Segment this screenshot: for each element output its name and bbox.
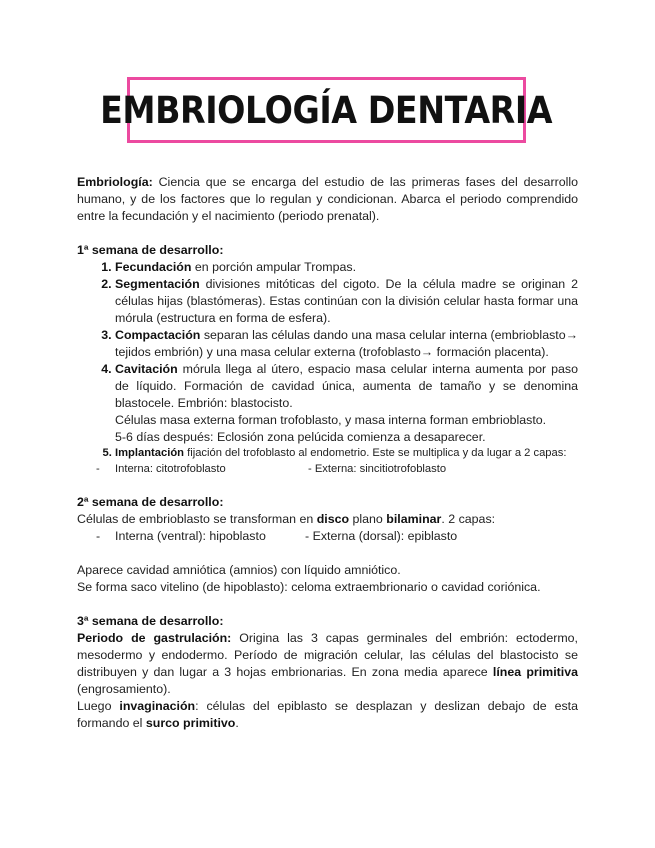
week3-heading: 3ª semana de desarrollo: — [77, 614, 224, 628]
item-text: divisiones mitóticas del cigoto. De la célula madre se originan 2 células hijas (blastómeras). Estas continúan con la división celular hasta formar una mórula (estructura en forma de esfera). — [115, 277, 578, 325]
week3-para-1 — [77, 630, 578, 698]
item-text: en porción ampular Trompas. — [191, 260, 357, 274]
intro-term: Embriología: — [77, 175, 153, 189]
intro-text: Ciencia que se encarga del estudio de las primeras fases del desarrollo humano, y de los factores que lo regulan y condicionan. Abarca el periodo comprendido entre la fecundación y el nacimiento (periodo prenatal). — [77, 175, 578, 223]
item-term: Fecundación — [115, 260, 192, 274]
bold-term: bilaminar — [386, 512, 442, 526]
item-text: mórula llega al útero, espacio masa celular interna aumenta por paso de líquido. Formación de cavidad única, aumenta de tamaño y se denomina blastocele. Embrión: blastocisto. — [115, 362, 578, 410]
text: Células de embrioblasto se transforman en — [77, 512, 317, 526]
week2-para-2: Se forma saco vitelino (de hipoblasto): celoma extraembrionario o cavidad coriónica. — [77, 580, 541, 594]
dash-marker: - — [96, 463, 100, 475]
item-text: separan las células dando una masa celular interna (embrioblasto→ tejidos embrión) y una masa celular externa (trofoblasto→ formación placenta). — [115, 328, 578, 359]
bold-term: surco primitivo — [145, 716, 236, 730]
layer-external: - Externa (dorsal): epiblasto — [305, 529, 458, 543]
week1-list — [77, 259, 578, 461]
bold-term: invaginación — [119, 699, 196, 713]
text: . — [235, 716, 239, 730]
item-line: 5-6 días después: Eclosión zona pelúcida comienza a desaparecer. — [115, 430, 486, 444]
text: . 2 capas: — [441, 512, 496, 526]
layer-internal: Interna (ventral): hipoblasto — [115, 529, 266, 543]
text: : células del epiblasto se desplazan y deslizan debajo de esta formando el — [77, 699, 578, 730]
bold-term: Periodo de gastrulación: — [77, 631, 232, 645]
title-box — [100, 77, 553, 143]
item-term: Cavitación — [115, 362, 178, 376]
week2-layers — [77, 528, 578, 545]
week2-heading: 2ª semana de desarrollo: — [77, 495, 224, 509]
week2-line — [77, 511, 578, 528]
dash-marker: - — [96, 529, 101, 543]
week3-para-2 — [77, 698, 578, 732]
text: Origina las 3 capas germinales del embrión: ectodermo, mesodermo y endodermo. Período de migración celular, las células del blastocisto se distribuyen y dan lugar a 3 hojas embrionarias. En zona media aparece — [77, 631, 578, 679]
item-text: fijación del trofoblasto al endometrio. Este se multiplica y da lugar a 2 capas: — [184, 447, 567, 459]
bold-term: línea primitiva — [492, 665, 578, 679]
intro-paragraph — [77, 174, 578, 225]
list-item — [115, 327, 578, 361]
week1-heading: 1ª semana de desarrollo: — [77, 243, 224, 257]
layer-external: - Externa: sincitiotrofoblasto — [308, 463, 447, 475]
document-body — [77, 174, 578, 732]
layer-internal: Interna: citotrofoblasto — [115, 463, 226, 475]
bold-term: disco — [316, 512, 350, 526]
list-item — [115, 446, 578, 461]
item-line: Células masa externa forman trofoblasto, y masa interna forman embrioblasto. — [115, 413, 547, 427]
item-term: Compactación — [115, 328, 201, 342]
page-title: EMBRIOLOGÍA DENTARIA — [100, 88, 553, 132]
text: Luego — [77, 699, 120, 713]
text: plano — [349, 512, 387, 526]
list-item — [115, 276, 578, 327]
item-term: Segmentación — [115, 277, 200, 291]
week2-para-1: Aparece cavidad amniótica (amnios) con líquido amniótico. — [77, 563, 401, 577]
week1-layers — [77, 461, 578, 477]
item-term: Implantación — [115, 447, 184, 459]
text: (engrosamiento). — [77, 682, 171, 696]
list-item — [115, 259, 578, 276]
list-item — [115, 361, 578, 446]
